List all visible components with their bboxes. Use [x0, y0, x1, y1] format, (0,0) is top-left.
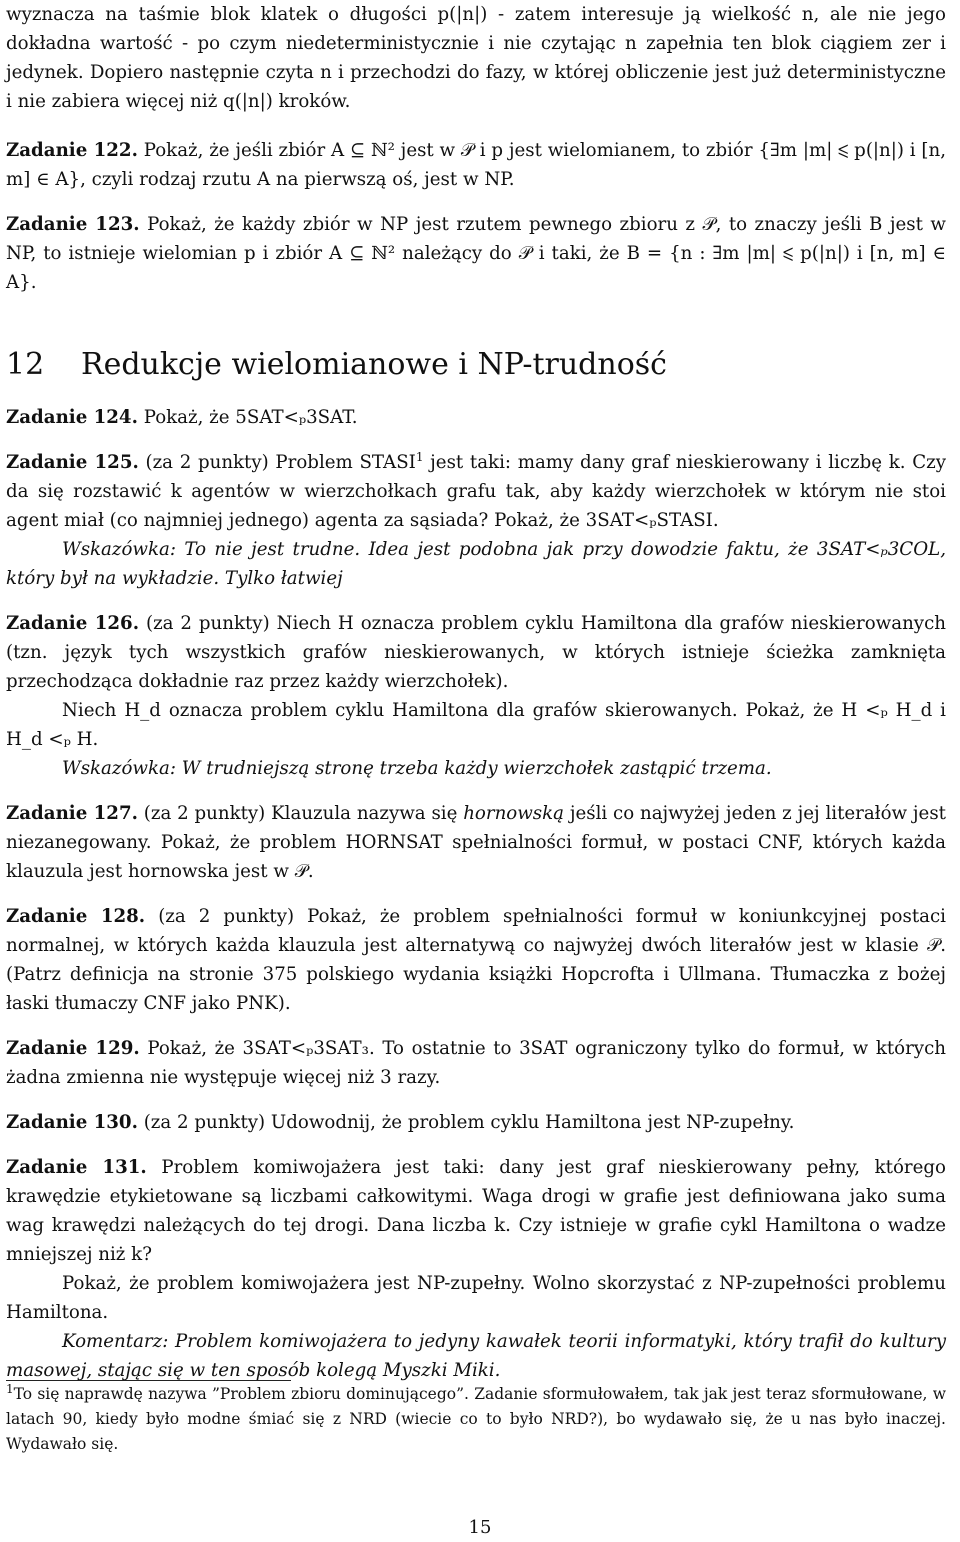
footnote-divider [6, 1380, 291, 1381]
task-131-comment: Komentarz: Problem komiwojażera to jedyny kawałek teorii informatyki, który trafił do kultury masowej, stając się w ten sposób kolegą Myszki Miki. [6, 1331, 946, 1381]
task-text: (za 2 punkty) Problem STASI [145, 452, 416, 473]
task-label: Zadanie 122. [6, 140, 138, 161]
page-number: 15 [468, 1517, 492, 1538]
task-124 [6, 403, 946, 432]
task-125 [6, 448, 946, 535]
footnote-number: 1 [6, 1381, 14, 1396]
task-label: Zadanie 128. [6, 906, 146, 927]
task-text: (za 2 punkty) Niech H oznacza problem cyklu Hamiltona dla grafów nieskierowanych (tzn. język tych wszystkich grafów nieskierowanych, w których istnieje ścieżka zamknięta przechodząca dokładnie raz przez każdy wierzchołek). [6, 613, 946, 692]
task-130 [6, 1108, 946, 1137]
footnote-text: To się naprawdę nazywa ”Problem zbioru dominującego”. Zadanie sformułowałem, tak jak jest teraz sformułowane, w latach 90, kiedy było modne śmiać się z NRD (wiecie co to było NRD?), bo wydawało się, że u nas było inaczej. Wydawało się. [6, 1385, 946, 1453]
task-label: Zadanie 131. [6, 1157, 147, 1178]
section-title: Redukcje wielomianowe i NP-trudność [81, 347, 667, 382]
task-text-cont: jest taki: mamy dany graf nieskierowany i liczbę k. Czy da się rozstawić k agentów w wierzchołkach grafu tak, aby każdy wierzchołek w którym nie stoi agent miał (co najmniej jednego) agenta za sąsiada? Pokaż, że 3SAT<ₚSTASI. [6, 452, 946, 531]
task-text: Pokaż, że 3SAT<ₚ3SAT₃. To ostatnie to 3SAT ograniczony tylko do formuł, w których żadna zmienna nie występuje więcej niż 3 razy. [6, 1038, 946, 1088]
task-label: Zadanie 125. [6, 452, 139, 473]
task-127 [6, 799, 946, 886]
task-label: Zadanie 126. [6, 613, 140, 634]
emphasis-term: hornowską [463, 803, 565, 824]
task-label: Zadanie 129. [6, 1038, 140, 1059]
task-126-part2: Niech H_d oznacza problem cyklu Hamiltona dla grafów skierowanych. Pokaż, że H <ₚ H_d i H_d <ₚ H. [6, 700, 946, 750]
task-label: Zadanie 127. [6, 803, 138, 824]
task-126-hint: Wskazówka: W trudniejszą stronę trzeba każdy wierzchołek zastąpić trzema. [62, 758, 772, 779]
paragraph-intro: wyznacza na taśmie blok klatek o długości p(|n|) - zatem interesuje ją wielkość n, ale nie jego dokładna wartość - po czym niedeterministycznie i nie czytając n zapełnia ten blok ciągiem zer i jedynek. Dopiero następnie czyta n i przechodzi do fazy, w której obliczenie jest już deterministyczne i nie zabiera więcej niż q(|n|) kroków. [6, 4, 946, 112]
task-label: Zadanie 123. [6, 214, 140, 235]
section-heading [6, 345, 946, 385]
task-125-hint: Wskazówka: To nie jest trudne. Idea jest podobna jak przy dowodzie faktu, że 3SAT<ₚ3COL, który był na wykładzie. Tylko łatwiej [6, 539, 946, 589]
document-page [6, 0, 946, 1385]
task-text-cont: jeśli co najwyżej jeden z jej literałów jest niezanegowany. Pokaż, że problem HORNSAT spełnialności formuł, w postaci CNF, których każda klauzula jest hornowska jest w 𝒫. [6, 803, 946, 882]
task-126 [6, 609, 946, 696]
task-128 [6, 902, 946, 1018]
task-text: Pokaż, że każdy zbiór w NP jest rzutem pewnego zbioru z 𝒫, to znaczy jeśli B jest w NP, to istnieje wielomian p i zbiór A ⊆ ℕ² należący do 𝒫 i taki, że B = {n : ∃m |m| ⩽ p(|n|) i [n, m] ∈ A}. [6, 214, 946, 293]
task-123 [6, 210, 946, 297]
footnote [6, 1382, 946, 1457]
footnote-mark: 1 [415, 449, 424, 464]
task-text: Pokaż, że 5SAT<ₚ3SAT. [143, 407, 358, 428]
task-122 [6, 136, 946, 194]
task-label: Zadanie 124. [6, 407, 138, 428]
task-129 [6, 1034, 946, 1092]
section-number: 12 [6, 347, 45, 382]
task-131-part2: Pokaż, że problem komiwojażera jest NP-zupełny. Wolno skorzystać z NP-zupełności problemu Hamiltona. [6, 1273, 946, 1323]
task-131 [6, 1153, 946, 1269]
task-text: (za 2 punkty) Klauzula nazywa się [143, 803, 464, 824]
task-text: (za 2 punkty) Pokaż, że problem spełnialności formuł w koniunkcyjnej postaci normalnej, w których każda klauzula jest alternatywą co najwyżej dwóch literałów jest w klasie 𝒫. (Patrz definicja na stronie 375 polskiego wydania książki Hopcrofta i Ullmana. Tłumaczka z bożej łaski tłumaczy CNF jako PNK). [6, 906, 946, 1014]
task-text: Problem komiwojażera jest taki: dany jest graf nieskierowany pełny, którego krawędzie etykietowane są liczbami całkowitymi. Waga drogi w grafie jest definiowana jako suma wag krawędzi należących do tej drogi. Dana liczba k. Czy istnieje w grafie cykl Hamiltona o wadze mniejszej niż k? [6, 1157, 946, 1265]
task-label: Zadanie 130. [6, 1112, 138, 1133]
task-text: Pokaż, że jeśli zbiór A ⊆ ℕ² jest w 𝒫 i p jest wielomianem, to zbiór {∃m |m| ⩽ p(|n|) i [n, m] ∈ A}, czyli rodzaj rzutu A na pierwszą oś, jest w NP. [6, 140, 946, 190]
task-text: (za 2 punkty) Udowodnij, że problem cyklu Hamiltona jest NP-zupełny. [143, 1112, 795, 1133]
